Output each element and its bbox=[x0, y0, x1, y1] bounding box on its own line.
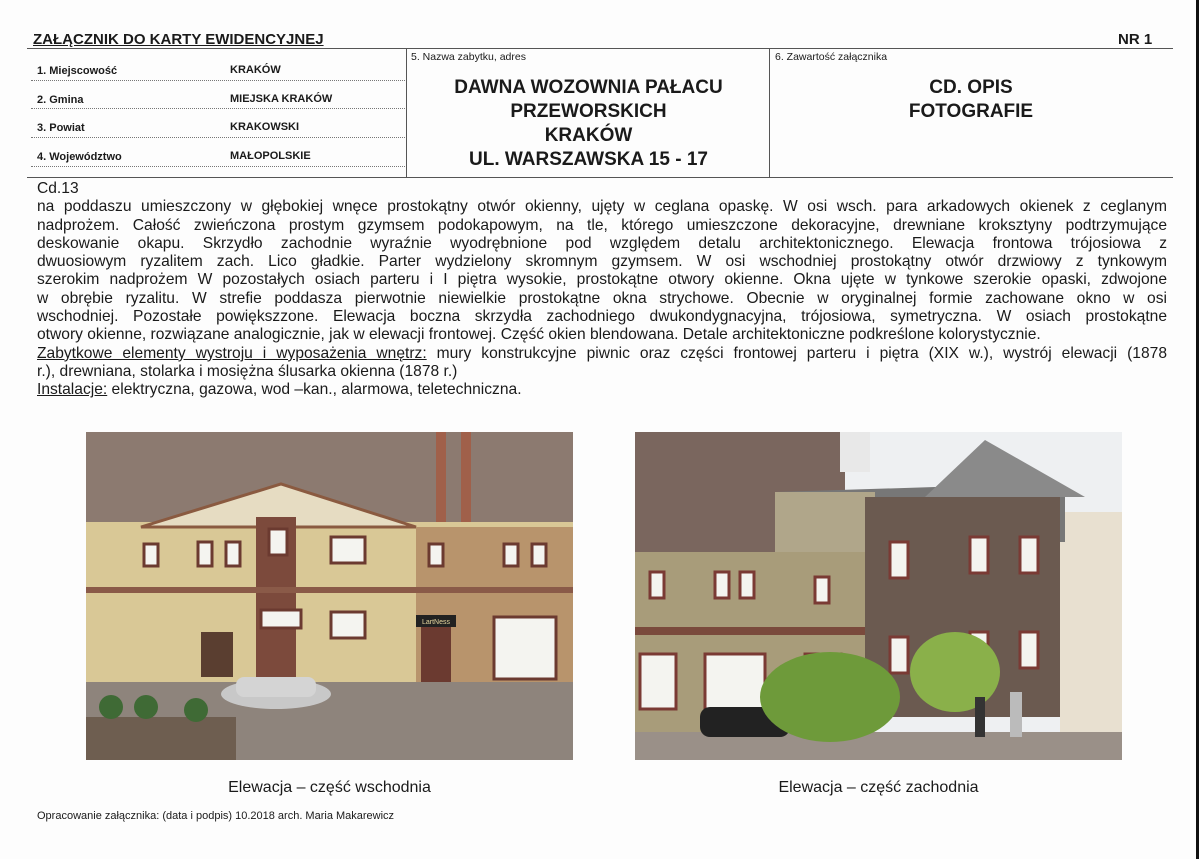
field-label: 3. Powiat bbox=[37, 122, 85, 134]
text-line: dwuosiowym ryzalitem zach. Lico gładkie. Parter wydzielony skromnym gzymsem. W osi wschodniej prostokątny otwór drzwiowy z tynkowym bbox=[37, 253, 1167, 271]
contents-line: CD. OPIS bbox=[929, 77, 1013, 98]
description-text bbox=[37, 180, 1167, 400]
monument-line: KRAKÓW bbox=[544, 125, 633, 146]
interior-text: mury konstrukcyjne piwnic oraz części frontowej parteru i piętra (XIX w.), wystrój elewacji (1878 bbox=[426, 344, 1167, 362]
field-label: 2. Gmina bbox=[37, 94, 84, 106]
field-value: MAŁOPOLSKIE bbox=[230, 150, 311, 162]
contents-line: FOTOGRAFIE bbox=[908, 101, 1034, 122]
monument-line: UL. WARSZAWSKA 15 - 17 bbox=[469, 149, 708, 170]
table-divider bbox=[769, 48, 770, 178]
field-value: MIEJSKA KRAKÓW bbox=[230, 93, 333, 105]
contents-value bbox=[771, 76, 1171, 124]
monument-label: 5. Nazwa zabytku, adres bbox=[411, 51, 526, 63]
table-divider bbox=[406, 48, 407, 178]
interior-line bbox=[37, 345, 1167, 363]
prepared-by: Opracowanie załącznika: (data i podpis) 10.2018 arch. Maria Makarewicz bbox=[37, 810, 395, 822]
shop-sign: LartNess bbox=[421, 619, 451, 626]
text-line: deskowanie okapu. Skrzydło zachodnie wyraźnie wyodrębnione pod względem detalu architektonicznego. Elewacja frontowa trójosiowa z bbox=[37, 234, 1167, 252]
table-bottom-border bbox=[27, 177, 1173, 178]
installations-label: Instalacje: bbox=[37, 381, 108, 399]
installations-line bbox=[37, 381, 1167, 399]
divider bbox=[31, 108, 405, 109]
divider bbox=[31, 80, 405, 81]
monument-name bbox=[408, 76, 769, 172]
photo-caption: Elewacja – część wschodnia bbox=[228, 779, 431, 796]
photo-west-elevation bbox=[635, 432, 1122, 760]
text-line: szerokim nadprożem W pozostałych osiach parteru i I piętra wysokie, prostokątne otwory okienne. Okna ujęte w tynkowe szerokie opaski, zdwojone bbox=[37, 271, 1167, 289]
field-label: 4. Województwo bbox=[37, 151, 122, 163]
attachment-number: NR 1 bbox=[1118, 31, 1153, 48]
field-value: KRAKÓW bbox=[230, 64, 281, 76]
photo-east-elevation bbox=[86, 432, 573, 760]
text-line: nadprożem. Całość zwieńczona prostym gzymsem podokapowym, na tle, którego umieszczone dekoracyjne, drewniane kroksztyny podtrzymujące bbox=[37, 216, 1167, 234]
divider bbox=[31, 166, 405, 167]
field-value: KRAKOWSKI bbox=[230, 121, 300, 133]
installations-text: elektryczna, gazowa, wod –kan., alarmowa, teletechniczna. bbox=[107, 381, 522, 399]
text-line: w obrębie ryzalitu. W strefie poddasza pierwotnie niewielkie prostokątne okna strychowe. Obecnie w oryginalnej formie zachowane okno w osi bbox=[37, 289, 1167, 307]
document-title: ZAŁĄCZNIK DO KARTY EWIDENCYJNEJ bbox=[33, 31, 324, 48]
divider bbox=[31, 137, 405, 138]
text-line: otwory okienne, rozwiązane analogicznie, jak w elewacji frontowej. Część okien blendowana. Detale architektoniczne podkreślone kolorystycznie. bbox=[37, 326, 1041, 344]
text-line: na poddaszu umieszczony w głębokiej wnęce prostokątny otwór okienny, ujęty w ceglana opaskę. W osi wsch. para arkadowych okienek z ceglanym bbox=[37, 198, 1167, 216]
monument-line: DAWNA WOZOWNIA PAŁACU bbox=[454, 77, 723, 98]
monument-line: PRZEWORSKICH bbox=[510, 101, 667, 122]
contents-label: 6. Zawartość załącznika bbox=[775, 51, 888, 63]
photo-caption: Elewacja – część zachodnia bbox=[778, 779, 979, 796]
text-line: r.), drewniana, stolarka i mosiężna ślusarka okienna (1878 r.) bbox=[37, 362, 458, 380]
table-top-border bbox=[27, 48, 1173, 49]
continuation-heading: Cd.13 bbox=[37, 180, 79, 197]
text-line: wschodniej. Pozostałe powiększzone. Elewacja boczna skrzydła zachodniego dwukondygnacyjna, trójosiowa, symetryczna. W osiach prostokątne bbox=[37, 308, 1167, 326]
field-label: 1. Miejscowość bbox=[37, 65, 118, 77]
interior-label: Zabytkowe elementy wystroju i wyposażenia wnętrz: bbox=[37, 344, 427, 362]
